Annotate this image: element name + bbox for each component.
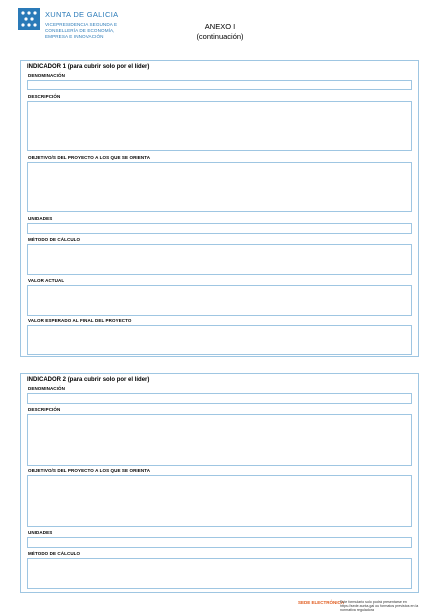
indicator-2-note: (para cubrir solo por el líder): [67, 377, 150, 383]
indicator-2-heading: [27, 377, 149, 383]
metodo-calculo-field[interactable]: [27, 558, 412, 589]
indicator-1-note: (para cubrir solo por el líder): [67, 64, 150, 70]
field-label-descripcion: DESCRIPCIÓN: [28, 407, 61, 412]
page-subtitle: (continuación): [196, 32, 244, 41]
field-label-unidades: UNIDADES: [28, 530, 53, 535]
metodo-calculo-field[interactable]: [27, 244, 412, 275]
field-label-valor-esperado: VALOR ESPERADO AL FINAL DEL PROYECTO: [28, 318, 132, 323]
field-label-denominacion: DENOMINACIÓN: [28, 73, 65, 78]
objetivos-field[interactable]: [27, 162, 412, 212]
logo-title: XUNTA DE GALICIA: [45, 10, 119, 19]
logo-line-2: CONSELLERÍA DE ECONOMÍA,: [45, 28, 115, 33]
unidades-field[interactable]: [27, 223, 412, 234]
valor-actual-field[interactable]: [27, 285, 412, 316]
denominacion-field[interactable]: [27, 393, 412, 404]
unidades-field[interactable]: [27, 537, 412, 548]
objetivos-field[interactable]: [27, 475, 412, 527]
footer-note: Este formulario solo podrá presentarse en https://sede.xunta.gal ou formatos previstos en la normativa reguladora: [340, 600, 419, 613]
page-title: ANEXO I: [204, 22, 236, 31]
field-label-descripcion: DESCRIPCIÓN: [28, 94, 61, 99]
footer: [298, 599, 428, 611]
indicator-2-section: [20, 373, 419, 593]
field-label-unidades: UNIDADES: [28, 216, 53, 221]
descripcion-field[interactable]: [27, 101, 412, 151]
indicator-1-title: INDICADOR 1: [27, 64, 67, 70]
logo-line-1: VICEPRESIDENCIA SEGUNDA E: [45, 22, 118, 27]
field-label-valor-actual: VALOR ACTUAL: [28, 278, 65, 283]
xunta-logo: [18, 8, 128, 54]
field-label-objetivos: OBJETIVO/S DEL PROYECTO A LOS QUE SE ORIENTA: [28, 468, 151, 473]
indicator-1-section: [20, 60, 419, 357]
field-label-metodo: MÉTODO DE CÁLCULO: [28, 237, 81, 242]
denominacion-field[interactable]: [27, 80, 412, 90]
field-label-metodo: MÉTODO DE CÁLCULO: [28, 551, 81, 556]
field-label-denominacion: DENOMINACIÓN: [28, 386, 65, 391]
descripcion-field[interactable]: [27, 414, 412, 466]
valor-esperado-field[interactable]: [27, 325, 412, 355]
logo-line-3: EMPRESA E INNOVACIÓN: [45, 34, 104, 39]
field-label-objetivos: OBJETIVO/S DEL PROYECTO A LOS QUE SE ORIENTA: [28, 155, 151, 160]
xunta-emblem-icon: [18, 8, 40, 30]
indicator-1-heading: [27, 64, 149, 70]
sede-electronica-logo: SEDE ELECTRÓNICA: [298, 600, 345, 605]
indicator-2-title: INDICADOR 2: [27, 377, 67, 383]
